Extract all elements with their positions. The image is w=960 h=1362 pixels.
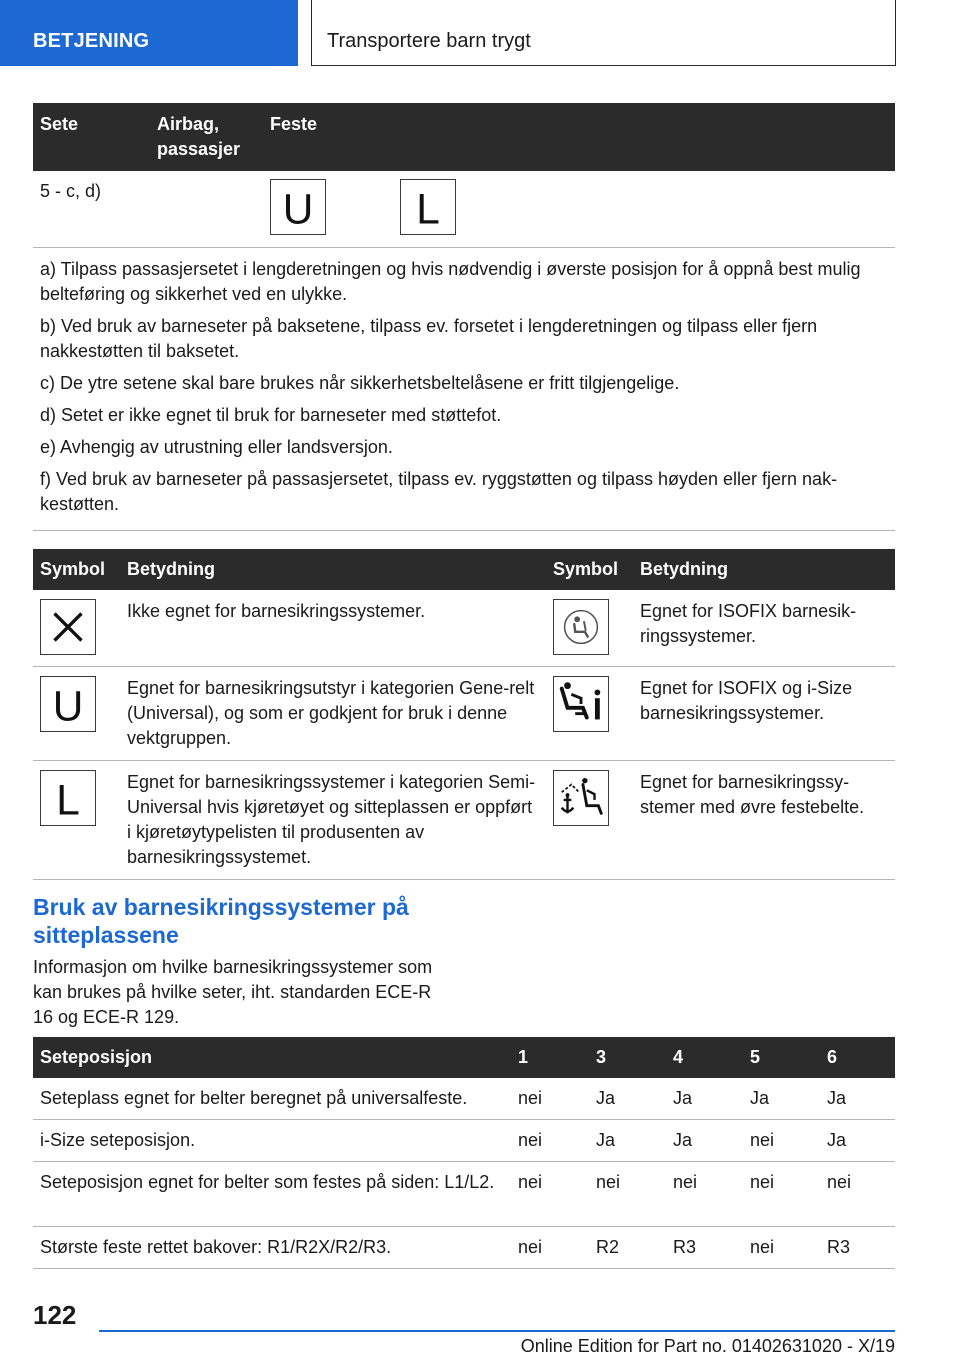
symbol-meaning: Egnet for ISOFIX barnesik-ringssystemer.: [633, 590, 895, 666]
l-symbol-text: L: [416, 185, 440, 233]
cell-value: nei: [589, 1162, 666, 1227]
cell-value: R3: [666, 1227, 743, 1269]
col-header-seat-1: 1: [511, 1037, 589, 1078]
cell-value: Ja: [589, 1120, 666, 1162]
col-header-empty: [393, 103, 895, 171]
airbag-cell: [150, 171, 263, 247]
cell-value: Ja: [820, 1120, 895, 1162]
note-d: d) Setet er ikke egnet til bruk for barneseter med støttefot.: [40, 404, 502, 425]
col-header-sete: Sete: [33, 103, 150, 171]
seat-cell: 5 - c, d): [33, 171, 150, 247]
table-row: [33, 1120, 895, 1162]
cell-value: nei: [511, 1078, 589, 1120]
col-header-symbol-2: Symbol: [546, 549, 633, 590]
note-f: f) Ved bruk av barneseter på passasjersetet, tilpass ev. ryggstøtten og tilpass høyden eller fjern nak-kestøtten.: [40, 468, 838, 514]
table-row: [33, 590, 895, 666]
cell-value: nei: [820, 1162, 895, 1227]
cell-value: nei: [743, 1120, 820, 1162]
note-b: b) Ved bruk av barneseter på baksetene, tilpass ev. forsetet i lengderetningen og tilpass eller fjern nakkestøtten til baksetet.: [40, 315, 818, 361]
notes-row: [33, 247, 895, 530]
cell-value: Ja: [820, 1078, 895, 1120]
page-number: 122: [33, 1300, 77, 1330]
table-row: [33, 1227, 895, 1269]
footer-edition: Online Edition for Part no. 01402631020 - X/19: [520, 1336, 895, 1356]
symbol-meaning: Egnet for barnesikringssy-stemer med øvre festebelte.: [633, 760, 895, 879]
col-header-seat-4: 4: [666, 1037, 743, 1078]
cell-value: Ja: [589, 1078, 666, 1120]
table-row: [33, 171, 895, 247]
note-c: c) De ytre setene skal bare brukes når sikkerhetsbeltelåsene er fritt tilgjengelige.: [40, 372, 680, 393]
feste-cell-u: [263, 171, 393, 247]
col-header-airbag: Airbag, passasjer: [150, 103, 263, 171]
u-symbol-text: U: [282, 185, 314, 233]
semi-universal-l-icon: [40, 770, 96, 826]
feste-cell-l: [393, 171, 895, 247]
cell-value: nei: [743, 1162, 820, 1227]
isofix-icon: [553, 599, 609, 655]
table-row: [33, 666, 895, 760]
cell-value: nei: [743, 1227, 820, 1269]
page-header: [0, 0, 960, 66]
note-a: a) Tilpass passasjersetet i lengderetningen og hvis nødvendig i øverste posisjon for å oppnå best mulig belteføring og sikkerhet ved en ulykke.: [40, 258, 861, 304]
col-header-seat-3: 3: [589, 1037, 666, 1078]
col-header-seat-5: 5: [743, 1037, 820, 1078]
symbol-meaning: Egnet for ISOFIX og i-Size barnesikringssystemer.: [633, 666, 895, 760]
col-header-symbol-1: Symbol: [33, 549, 120, 590]
cell-value: R2: [589, 1227, 666, 1269]
cell-value: R3: [820, 1227, 895, 1269]
seat-fixing-table: [33, 103, 895, 531]
col-header-betydning-1: Betydning: [120, 549, 546, 590]
notes-cell: [33, 247, 895, 530]
col-header-betydning-2: Betydning: [633, 549, 895, 590]
col-header-seteposisjon: Seteposisjon: [33, 1037, 511, 1078]
row-label: i-Size seteposisjon.: [33, 1120, 511, 1162]
row-label: Seteposisjon egnet for belter som festes på siden: L1/L2.: [33, 1162, 511, 1227]
row-label: Største feste rettet bakover: R1/R2X/R2/R3.: [33, 1227, 511, 1269]
symbol-meaning: Egnet for barnesikringssystemer i kategorien Semi-Universal hvis kjøretøyet og sitteplassen er oppført i kjøretøytypelisten til produsenten av barnesikringssystemet.: [120, 760, 546, 879]
cell-value: nei: [511, 1120, 589, 1162]
footer-divider: [99, 1330, 895, 1332]
cell-value: Ja: [743, 1078, 820, 1120]
u-symbol-text: U: [52, 681, 84, 729]
col-header-feste: Feste: [263, 103, 393, 171]
section-intro: Informasjon om hvilke barnesikringssystemer som kan brukes på hvilke seter, iht. standarden ECE-R 16 og ECE-R 129.: [33, 957, 433, 1027]
section-heading: Bruk av barnesikringssystemer på sitteplassene: [33, 894, 409, 948]
table-row: [33, 1162, 895, 1227]
cell-value: Ja: [666, 1120, 743, 1162]
cell-value: Ja: [666, 1078, 743, 1120]
l-symbol-text: L: [56, 775, 80, 823]
seat-position-table: [33, 1037, 895, 1269]
row-label: Seteplass egnet for belter beregnet på universalfeste.: [33, 1078, 511, 1120]
table-row: [33, 1078, 895, 1120]
top-tether-icon: [553, 770, 609, 826]
symbol-meaning: Egnet for barnesikringsutstyr i kategorien Gene-relt (Universal), og som er godkjent for bruk i denne vektgruppen.: [120, 666, 546, 760]
chapter-title: Transportere barn trygt: [311, 0, 896, 66]
symbol-legend-table: [33, 549, 895, 880]
section-tab: BETJENING: [0, 0, 298, 66]
cell-value: nei: [666, 1162, 743, 1227]
col-header-seat-6: 6: [820, 1037, 895, 1078]
cell-value: nei: [511, 1162, 589, 1227]
cell-value: nei: [511, 1227, 589, 1269]
universal-u-icon: [40, 676, 96, 732]
note-e: e) Avhengig av utrustning eller landsversjon.: [40, 436, 393, 457]
semi-universal-l-icon: [400, 179, 456, 235]
cross-icon: [40, 599, 96, 655]
symbol-meaning: Ikke egnet for barnesikringssystemer.: [120, 590, 546, 666]
universal-u-icon: [270, 179, 326, 235]
table-row: [33, 760, 895, 879]
isofix-isize-icon: [553, 676, 609, 732]
